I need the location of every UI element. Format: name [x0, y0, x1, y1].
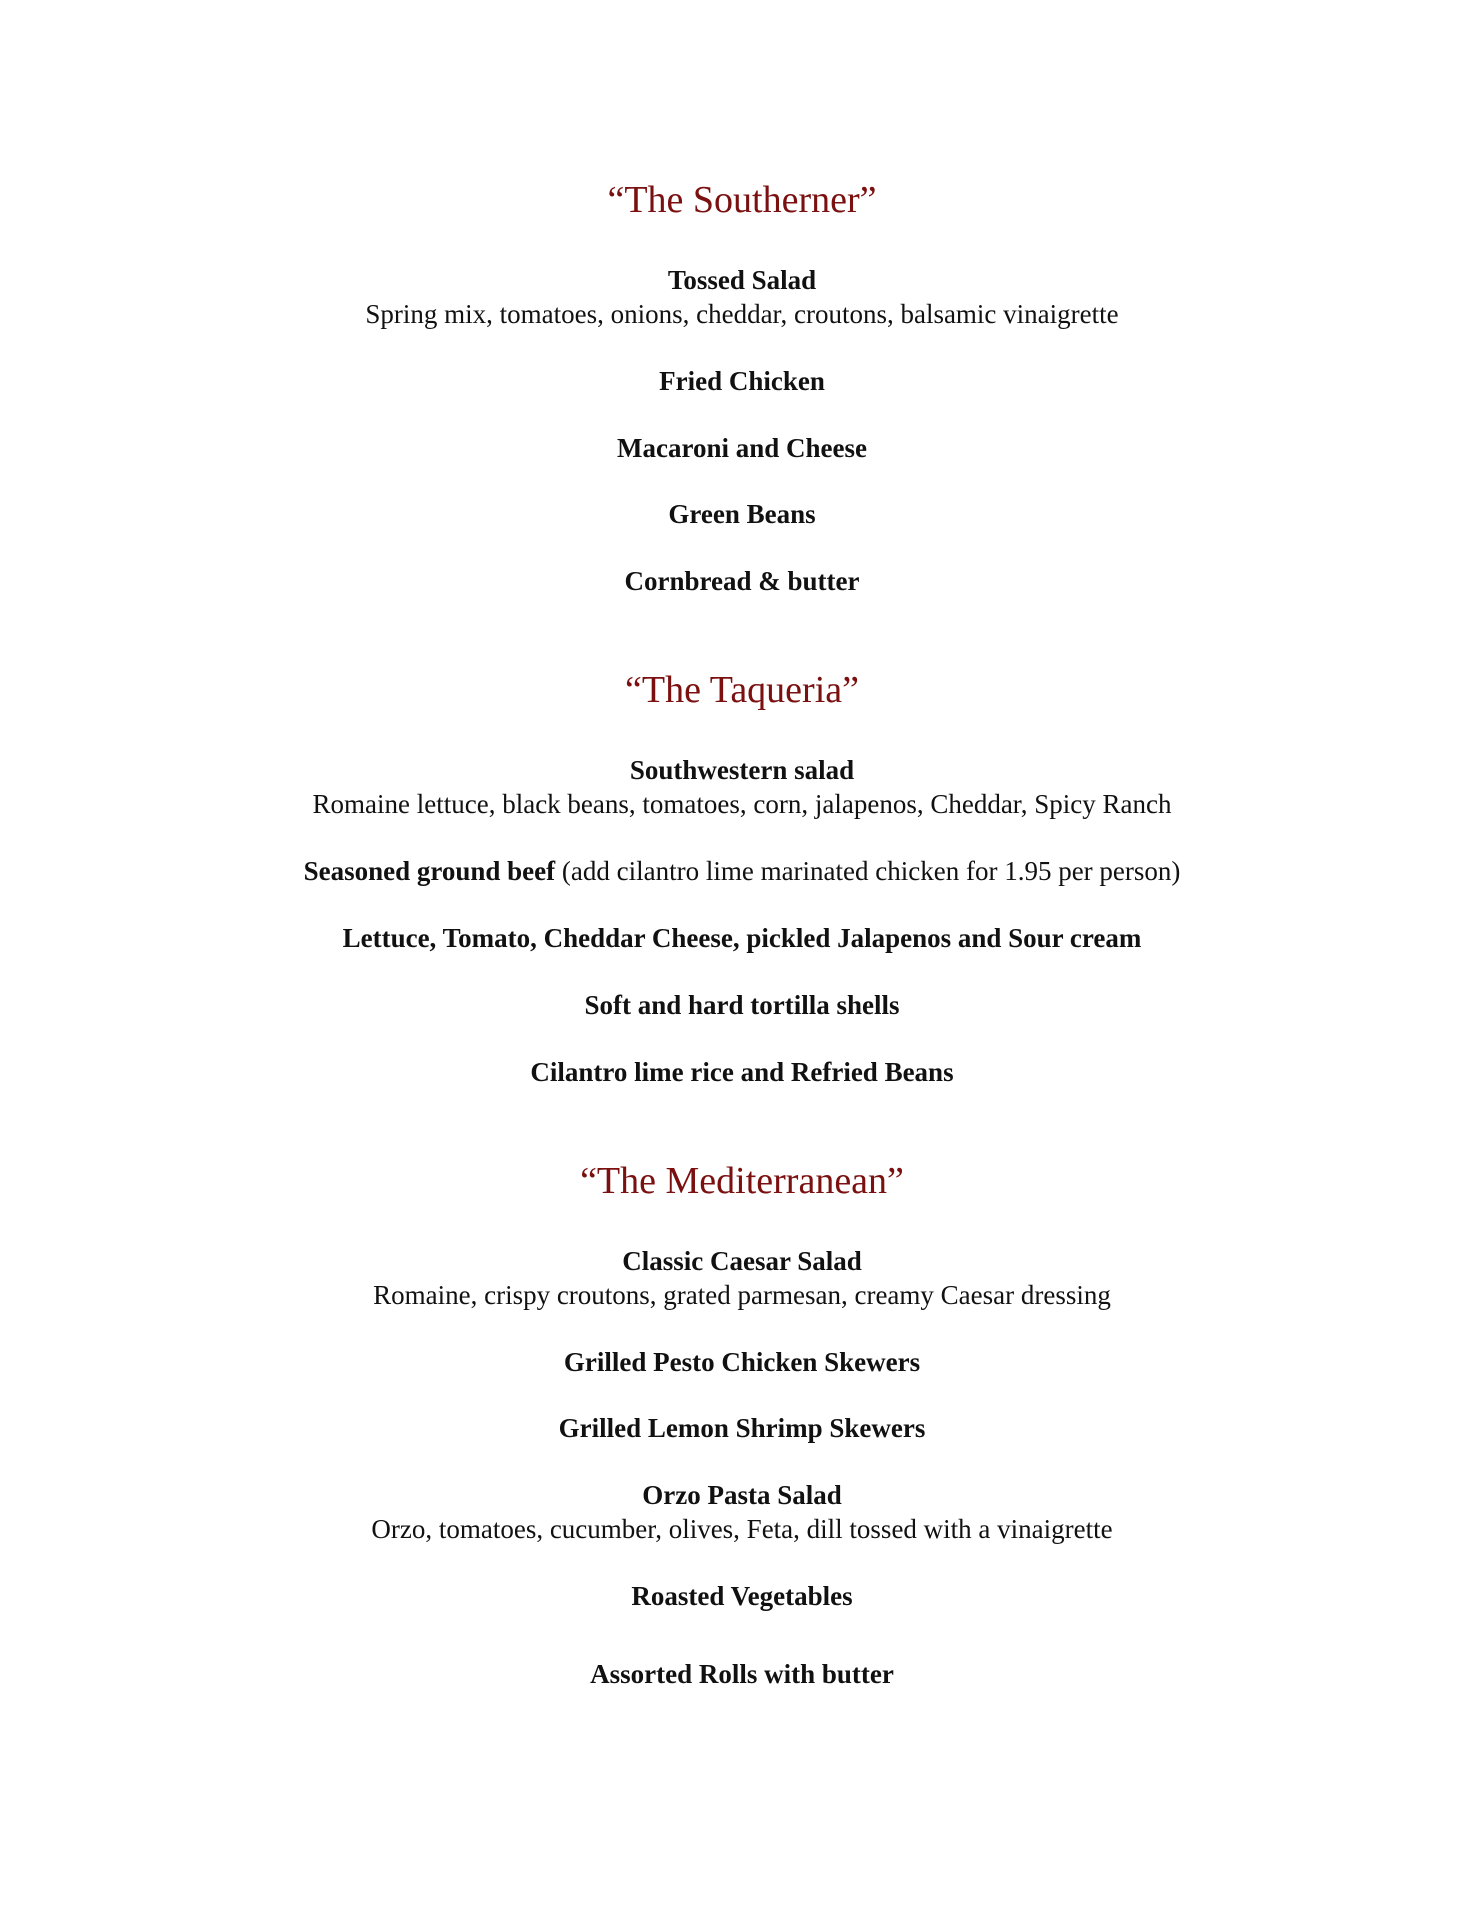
item-name: Cornbread & butter — [624, 566, 860, 596]
item-name: Green Beans — [668, 499, 816, 529]
menu-item — [0, 564, 1484, 598]
item-name: Macaroni and Cheese — [617, 433, 867, 463]
item-note: (add cilantro lime marinated chicken for 1.95 per person) — [561, 856, 1181, 886]
item-description: Spring mix, tomatoes, onions, cheddar, croutons, balsamic vinaigrette — [365, 299, 1119, 329]
item-name: Fried Chicken — [659, 366, 825, 396]
menu-item — [0, 1579, 1484, 1613]
item-name: Classic Caesar Salad — [622, 1246, 862, 1276]
item-name: Seasoned ground beef — [303, 856, 556, 886]
menu-item — [0, 1411, 1484, 1445]
section-title: “The Southerner” — [607, 179, 877, 221]
menu-item — [0, 497, 1484, 531]
menu-item — [0, 1055, 1484, 1089]
section-title: “The Taqueria” — [625, 669, 859, 711]
menu-item — [0, 988, 1484, 1022]
item-description: Romaine lettuce, black beans, tomatoes, corn, jalapenos, Cheddar, Spicy Ranch — [312, 789, 1172, 819]
section-title: “The Mediterranean” — [580, 1160, 904, 1202]
item-name: Southwestern salad — [629, 755, 855, 785]
item-name: Roasted Vegetables — [631, 1581, 853, 1611]
menu-item — [0, 1478, 1484, 1546]
menu-item — [0, 364, 1484, 398]
menu-item — [0, 1244, 1484, 1312]
item-name: Cilantro lime rice and Refried Beans — [530, 1057, 954, 1087]
menu-item — [0, 753, 1484, 821]
item-description: Orzo, tomatoes, cucumber, olives, Feta, dill tossed with a vinaigrette — [371, 1514, 1113, 1544]
menu-item — [0, 431, 1484, 465]
menu-item — [0, 921, 1484, 955]
item-name: Grilled Pesto Chicken Skewers — [563, 1347, 921, 1377]
menu-item — [0, 1345, 1484, 1379]
item-name: Orzo Pasta Salad — [642, 1480, 842, 1510]
menu-item — [0, 263, 1484, 331]
item-description: Romaine, crispy croutons, grated parmesan, creamy Caesar dressing — [373, 1280, 1111, 1310]
item-name: Grilled Lemon Shrimp Skewers — [558, 1413, 926, 1443]
item-name: Tossed Salad — [667, 265, 817, 295]
item-name: Lettuce, Tomato, Cheddar Cheese, pickled Jalapenos and Sour cream — [342, 923, 1142, 953]
item-name: Assorted Rolls with butter — [590, 1659, 894, 1689]
menu-item — [0, 854, 1484, 888]
item-name: Soft and hard tortilla shells — [584, 990, 900, 1020]
menu-item — [0, 1657, 1484, 1691]
